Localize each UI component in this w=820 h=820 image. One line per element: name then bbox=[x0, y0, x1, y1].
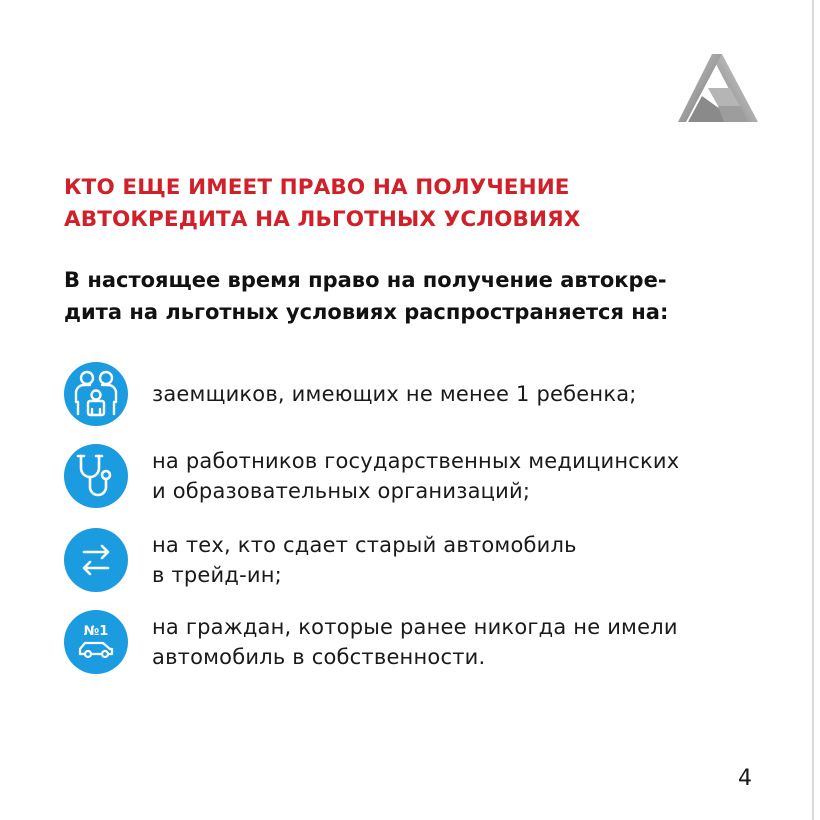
list-item-trade-in bbox=[64, 528, 764, 592]
list-item-line-1: на тех, кто сдает старый автомобиль bbox=[152, 533, 577, 557]
list-item-text bbox=[152, 379, 762, 409]
headline-line-2: АВТОКРЕДИТА НА ЛЬГОТНЫХ УСЛОВИЯХ bbox=[64, 207, 581, 232]
triangle-logo-icon bbox=[678, 50, 758, 124]
list-item-text bbox=[152, 446, 762, 506]
list-item-line-1: на граждан, которые ранее никогда не имели bbox=[152, 615, 678, 639]
intro-text bbox=[64, 264, 784, 328]
first-car-icon bbox=[64, 610, 128, 674]
headline bbox=[64, 172, 784, 236]
exchange-arrows-icon bbox=[64, 528, 128, 592]
list-item-text bbox=[152, 612, 762, 672]
stethoscope-icon bbox=[64, 444, 128, 508]
list-item-line-2: и образовательных организаций; bbox=[152, 479, 531, 503]
list-item-text bbox=[152, 530, 762, 590]
page-number: 4 bbox=[738, 766, 752, 791]
intro-line-1: В настоящее время право на получение автокре- bbox=[64, 268, 667, 292]
first-car-badge: №1 bbox=[83, 624, 109, 639]
list-item-workers bbox=[64, 444, 764, 508]
family-icon bbox=[64, 362, 128, 426]
headline-line-1: КТО ЕЩЕ ИМЕЕТ ПРАВО НА ПОЛУЧЕНИЕ bbox=[64, 175, 570, 200]
list-item-line-1: на работников государственных медицинских bbox=[152, 449, 680, 473]
list-item-first-car bbox=[64, 610, 764, 674]
list-item-line-2: автомобиль в собственности. bbox=[152, 645, 486, 669]
list-item-line-2: в трейд-ин; bbox=[152, 563, 282, 587]
list-item-children bbox=[64, 362, 764, 426]
list-item-line-1: заемщиков, имеющих не менее 1 ребенка; bbox=[152, 382, 637, 406]
right-edge-divider bbox=[812, 0, 814, 820]
intro-line-2: дита на льготных условиях распространяется на: bbox=[64, 300, 669, 324]
